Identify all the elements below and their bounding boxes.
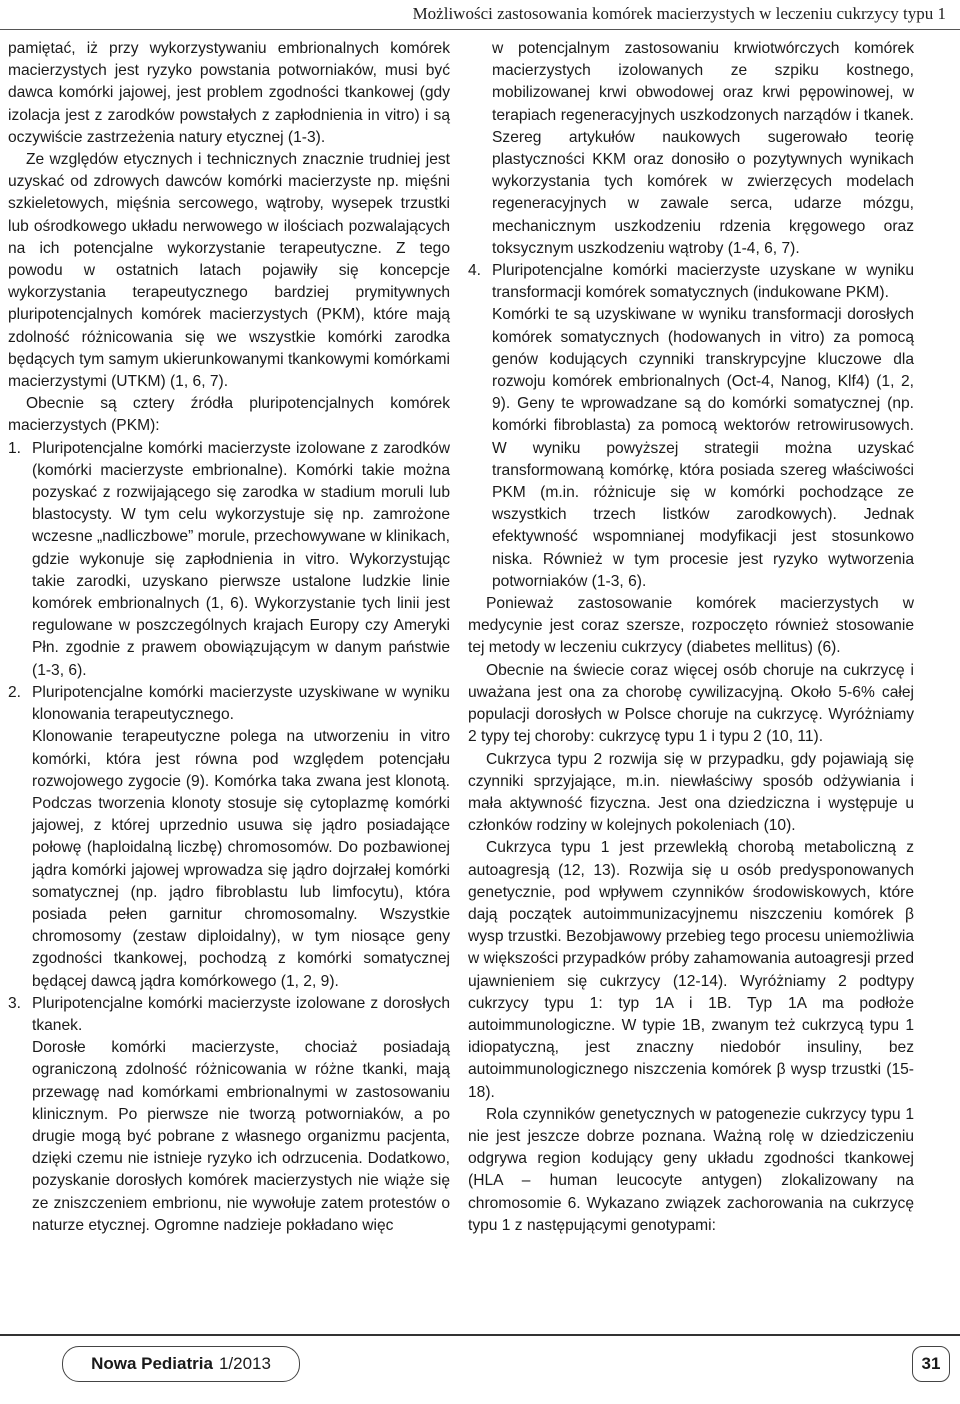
journal-name: Nowa Pediatria	[91, 1354, 213, 1373]
paragraph: Cukrzyca typu 1 jest przewlekłą chorobą metaboliczną z autoagresją (12, 13). Rozwija się u osób predysponowanych genetycznie, pod wpływem czynników środowiskowych, które dają początek autoimmunizacyjnemu niszczeniu komórek β wysp trzustki. Bezobjawowy przebieg tego procesu uniemożliwia w większości przypadków próby zahamowania autoagresji przed ujawnieniem się cukrzycy (12-14). Wyróżniamy 2 podtypy cukrzycy typu 1: typ 1A i 1B. Typ 1A ma podłoże autoimmunologiczne. W typie 1B, zwanym też cukrzycą typu 1 idiopatyczną, jest znaczny niedobór insuliny, bez autoimmunologicznego niszczenia komórek β wysp trzustki (15-18).	[468, 839, 914, 1101]
list-number: 2.	[8, 683, 22, 701]
list-number: 4.	[468, 262, 482, 280]
list-item-text: Pluripotencjalne komórki macierzyste izolowane z dorosłych tkanek.	[32, 994, 450, 1034]
list-item	[8, 438, 450, 682]
running-title: Możliwości zastosowania komórek macierzystych w leczeniu cukrzycy typu 1	[412, 4, 946, 23]
page-number: 31	[912, 1346, 950, 1382]
journal-issue: 1/2013	[218, 1354, 271, 1373]
list-item-body: Komórki te są uzyskiwane w wyniku transformacji dorosłych komórek somatycznych (hodowanych in vitro) za pomocą genów kodujących czynniki transkrypcyjne kluczowe dla rozwoju komórek embrionalnych (Oct-4, Nanog, Klf4) (1, 2, 9). Geny te wprowadzane są do komórki somatycznej (np. komórki fibroblasta) za pomocą wektorów retrowirusowych. W wyniku powyższej strategii można uzyskać transformowaną komórkę, która posiada szereg właściwości PKM (m.in. różnicuje się w komórki pochodzące ze wszystkich trzech listków zarodkowych). Jednak efektywność wspomnianej modyfikacji jest stosunkowo niska. Również w tym procesie jest ryzyko wytworzenia potworniaków (1-3, 6).	[492, 306, 914, 590]
list-item	[8, 682, 450, 726]
list-item-body: Klonowanie terapeutyczne polega na utworzeniu in vitro komórki, która jest równa pod względem potencjału rozwojowego zygocie (9). Komórka taka zwana jest klonotą. Podczas tworzenia klonoty stosuje się cytoplazmę komórki jajowej, z której uprzednio usuwa się jądro posiadające połowę (haploidalną liczbę) chromosomów. Do pozbawionej jądra komórki jajowej wprowadza się jądro dojrzałej komórki somatycznej (np. jądro fibroblastu lub limfocytu), która posiada pełen garnitur chromosomalny. Wszystkie chromosomy (zestaw diploidalny), w tym niosące geny zgodności tkankowej, pochodzą z komórki somatycznej będącej dawcą jądra komórkowego (1, 2, 9).	[32, 728, 450, 990]
list-item-body: Dorosłe komórki macierzyste, chociaż posiadają ograniczoną zdolność różnicowania w różne tkanki, mają przewagę nad komórkami embrionalnymi w zastosowaniu klinicznym. Po pierwsze nie tworzą potworniaków, a po drugie mogą być pobrane z własnego organizmu pacjenta, dzięki czemu nie istnieje ryzyko ich odrzucenia. Dodatkowo, pozyskanie dorosłych komórek macierzystych nie wiąże się ze zniszczeniem embrionu, nie wywołuje zatem protestów o naturze etycznej. Ogromne nadzieje pokładano więc	[32, 1039, 450, 1234]
footer-rule	[0, 1334, 960, 1336]
list-item-text: Pluripotencjalne komórki macierzyste uzyskane w wyniku transformacji komórek somatycznych (indukowane PKM).	[492, 262, 914, 302]
list-item-text: Pluripotencjalne komórki macierzyste izolowane z zarodków (komórki macierzyste embrionalne). Komórki takie można pozyskać z rozwijającego się zarodka w stadium moruli lub blastocysty. W tym celu wykorzystuje się np. zamrożone wczesne „nadliczbowe” morule, przechowywane w klinikach, gdzie wykonuje się zapłodnienia in vitro. Wykorzystując takie zarodki, uzyskano pierwsze ustalone ludzkie linie komórek embrionalnych (1, 6). Wykorzystanie tych linii jest regulowane w poszczególnych krajach Europy czy Ameryki Płn. zgodnie z prawem obowiązującym w danym państwie (1-3, 6).	[32, 439, 450, 679]
paragraph: Rola czynników genetycznych w patogenezie cukrzycy typu 1 nie jest jeszcze dobrze poznana. Ważną rolę w dziedziczeniu odgrywa region kodujący geny układu zgodności tkankowej (HLA – human leucocyte antygen) zlokalizowany na chromosomie 6. Wykazano związek zachorowania na cukrzycę typu 1 z następującymi genotypami:	[468, 1105, 914, 1234]
paragraph: Ze względów etycznych i technicznych znacznie trudniej jest uzyskać od zdrowych dawców komórki macierzyste np. mięśni szkieletowych, mięśnia sercowego, wątroby, wysepek trzustki lub ośrodkowego układu nerwowego w ilościach pozwalających na ich potencjalne wykorzystanie terapeutyczne. Z tego powodu w ostatnich latach pojawiły się koncepcje wykorzystania terapeutycznego bardziej prymitywnych pluripotencjalnych komórek macierzystych (PKM), które mają zdolność różnicowania się we wszystkie komórki zarodka będących tym samym ukierunkowanymi tkankowymi komórkami macierzystymi (UTKM) (1, 6, 7).	[8, 151, 450, 391]
paragraph: Obecnie są cztery źródła pluripotencjalnych komórek macierzystych (PKM):	[8, 395, 450, 435]
list-item	[8, 993, 450, 1037]
list-number: 1.	[8, 439, 22, 457]
list-item	[468, 260, 914, 304]
page-footer	[0, 1334, 960, 1404]
left-column	[8, 38, 450, 1237]
header-rule	[0, 29, 960, 30]
list-item-text: Pluripotencjalne komórki macierzyste uzyskiwane w wyniku klonowania terapeutycznego.	[32, 683, 450, 724]
journal-badge	[62, 1346, 300, 1382]
paragraph: Ponieważ zastosowanie komórek macierzystych w medycynie jest coraz szersze, rozpoczęto również stosowanie tej metody w leczeniu cukrzycy (diabetes mellitus) (6).	[468, 595, 914, 657]
paragraph: Cukrzyca typu 2 rozwija się w przypadku, gdy pojawiają się czynniki sprzyjające, m.in. niewłaściwy sposób odżywiania i mała aktywność fizyczna. Jest ona dziedziczna i występuje u członków rodziny w kolejnych pokoleniach (10).	[468, 750, 914, 835]
right-column	[468, 38, 914, 1237]
paragraph: w potencjalnym zastosowaniu krwiotwórczych komórek macierzystych izolowanych ze szpiku kostnego, mobilizowanej krwi obwodowej oraz krwi pępowinowej, w terapiach regeneracyjnych uszkodzonych narządów i tkanek. Szereg artykułów naukowych sugerowało teorię plastyczności KKM oraz donosiło o pozytywnych wynikach wykorzystania tych komórek w zwierzęcych modelach regeneracyjnych w zawale serca, udarze mózgu, mechanicznym uszkodzeniu rdzenia kręgowego oraz toksycznym uszkodzeniu wątroby (1-4, 6, 7).	[492, 40, 914, 257]
paragraph: pamiętać, iż przy wykorzystywaniu embrionalnych komórek macierzystych jest ryzyko powstania potworniaków, musi być dawca komórki jajowej, jest problem zgodności tkankowej (gdy izolacja jest z zarodków powstałych z zapłodnienia in vitro) i są oczywiście zastrzeżenia natury etycznej (1-3).	[8, 40, 450, 146]
paragraph: Obecnie na świecie coraz więcej osób choruje na cukrzycę i uważana jest ona za chorobę cywilizacyjną. Około 5-6% całej populacji dorosłych w Polsce choruje na cukrzycę. Wyróżniamy 2 typy tej choroby: cukrzycę typu 1 i typu 2 (10, 11).	[468, 661, 914, 746]
list-number: 3.	[8, 994, 22, 1012]
